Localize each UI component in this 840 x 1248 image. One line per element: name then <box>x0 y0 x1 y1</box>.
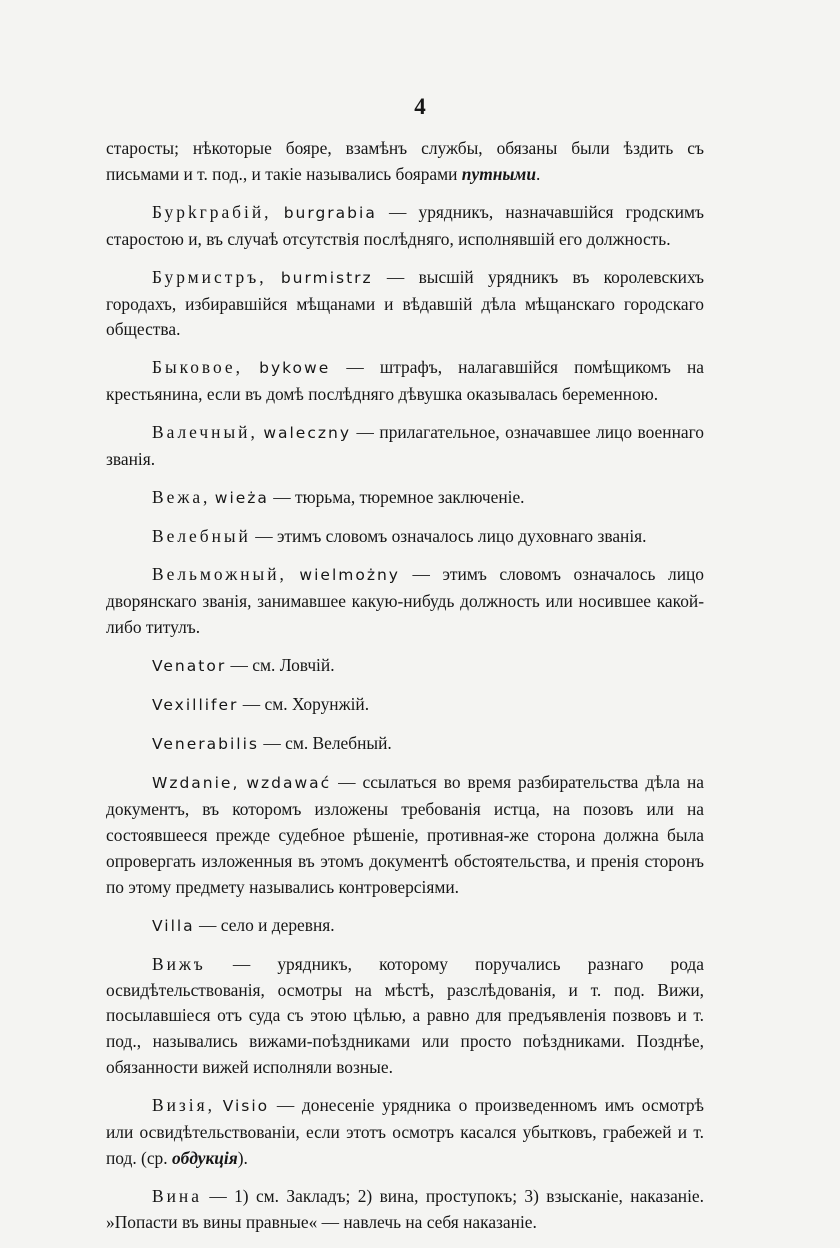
entry-term: Venator <box>152 657 227 676</box>
entry-term: bykowe <box>259 359 331 378</box>
entry-text: — село и деревня. <box>194 914 335 935</box>
entry-text: . <box>536 163 541 184</box>
entry-term: Бурkграбій, <box>152 201 272 222</box>
entry-term: Wzdanie, <box>152 774 240 793</box>
entry-text: ). <box>237 1147 248 1168</box>
dictionary-entry <box>106 562 704 640</box>
entry-term: Visio <box>222 1097 270 1116</box>
dictionary-entry <box>106 692 704 719</box>
entry-text: — донесеніе урядника о произведенномъ имъ осмотрѣ или освидѣтельствованіи, если этотъ осмотръ касался убытковъ, грабежей и т. под. (ср. <box>106 1095 704 1168</box>
entry-term: waleczny <box>263 424 352 443</box>
dictionary-entry <box>106 265 704 343</box>
dictionary-entry <box>106 420 704 473</box>
entry-text: — см. Ловчій. <box>226 655 335 676</box>
italic-term: путными <box>461 163 537 184</box>
entry-term: Вина <box>152 1185 202 1206</box>
entry-term: Villa <box>152 916 195 935</box>
entry-term: burgrabia <box>283 203 377 222</box>
dictionary-entry <box>106 200 704 253</box>
entry-text: — высшій урядникъ въ королевскихъ городахъ, избиравшійся мѣщанами и вѣдавшій дѣла мѣщанскаго городскаго общества. <box>106 266 704 340</box>
text-body <box>106 136 704 1248</box>
entry-term: Вежа, <box>152 487 211 508</box>
entry-term: Вижъ <box>152 953 206 974</box>
entry-text: — тюрьма, тюремное заключеніе. <box>268 487 525 508</box>
entry-text <box>243 357 259 377</box>
entry-text: старосты; нѣкоторые бояре, взамѣнъ службы, обязаны были ѣздить съ письмами и т. под., и такіе назывались боярами <box>106 138 704 184</box>
dictionary-entry <box>106 136 704 188</box>
entry-text <box>272 202 284 222</box>
entry-text: — этимъ словомъ означалось лицо дворянскаго званія, занимавшее какую-нибудь должность или носившее какой-либо титулъ. <box>106 564 704 638</box>
entry-term: Быковое, <box>152 357 243 378</box>
entry-text: — см. Хорунжій. <box>238 694 370 715</box>
dictionary-entry <box>106 1184 704 1236</box>
entry-term: Валечный, <box>152 422 258 443</box>
entry-term: Вельможный, <box>152 564 287 585</box>
entry-text: — этимъ словомъ означалось лицо духовнаго званія. <box>250 526 647 547</box>
dictionary-entry <box>106 1093 704 1171</box>
dictionary-entry <box>106 355 704 408</box>
dictionary-entry <box>106 653 704 680</box>
entry-text <box>267 267 281 287</box>
dictionary-entry <box>106 485 704 512</box>
entry-text: — прилагательное, означавшее лицо военнаго званія. <box>106 422 704 470</box>
entry-term: Vexillifer <box>152 696 239 715</box>
italic-term: обдукція <box>171 1147 238 1168</box>
entry-term: wzdawać <box>246 774 332 793</box>
dictionary-entry <box>106 913 704 940</box>
entry-term: Venerabilis <box>152 735 260 754</box>
entry-term: Бурмистръ, <box>152 266 267 287</box>
page-number: 4 <box>414 94 426 119</box>
dictionary-entry <box>106 524 704 550</box>
dictionary-entry <box>106 952 704 1081</box>
dictionary-entry <box>106 731 704 758</box>
entry-term: Велебный <box>152 526 251 547</box>
entry-term: Визія, <box>152 1095 215 1116</box>
entry-text: — урядникъ, которому поручались разнаго рода освидѣтельствованія, осмотры на мѣстѣ, разслѣдованія, и т. под. Вижи, посылавшіеся отъ суда съ этою цѣлью, а равно для предъявленія позвовъ и т. под., назывались вижами-поѣздниками или просто поѣздниками. Позднѣе, обязанности вижей исполняли возные. <box>106 953 704 1077</box>
entry-text: — 1) см. Закладъ; 2) вина, проступокъ; 3) взысканіе, наказаніе. »Попасти въ вины правные« — навлечь на себя наказаніе. <box>106 1185 704 1232</box>
dictionary-entry <box>106 770 704 900</box>
entry-text: — штрафъ, налагавшійся помѣщикомъ на крестьянина, если въ домѣ послѣдняго дѣвушка оказывалась беременною. <box>106 357 704 405</box>
entry-text <box>215 1095 223 1115</box>
entry-text <box>287 564 300 584</box>
entry-text: — см. Велебный. <box>259 733 392 754</box>
entry-text: — ссылаться во время разбирательства дѣла на документъ, въ которомъ изложены требованія истца, на позовъ или на состоявшееся прежде судебное рѣшеніе, противная-же сторона должна была опровергать изложенныя въ этомъ документѣ обстоятельства, и пренія сторонъ по этому предмету назывались контроверсіями. <box>106 772 704 897</box>
entry-term: wieża <box>214 489 269 508</box>
entry-text: — урядникъ, назначавшійся гродскимъ старостою и, въ случаѣ отсутствія послѣдняго, исполнявшій его должность. <box>106 201 704 249</box>
entry-term: wielmożny <box>299 566 400 585</box>
entry-term: burmistrz <box>280 268 373 287</box>
